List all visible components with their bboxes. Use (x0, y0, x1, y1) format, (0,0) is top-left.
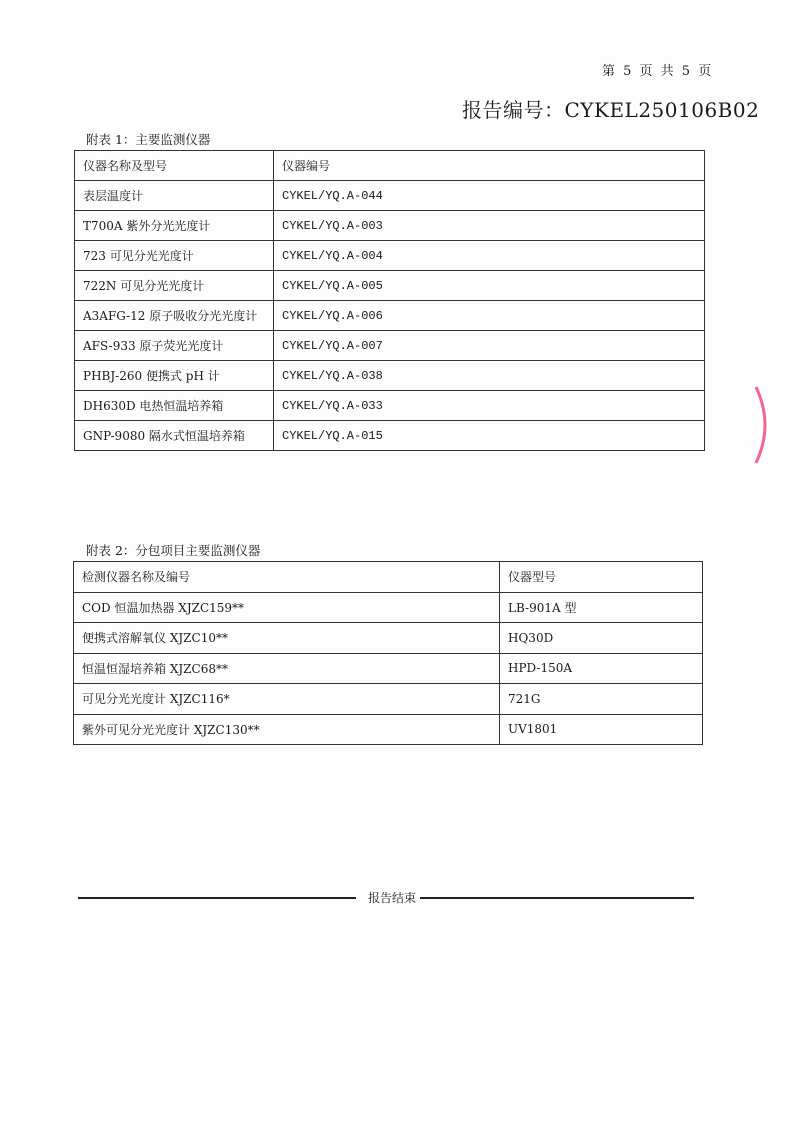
instrument-id-cell: CYKEL/YQ.A-006 (274, 301, 705, 331)
end-divider-left (78, 897, 356, 899)
table-row (74, 592, 703, 623)
table-row (75, 181, 705, 211)
instrument-id-cell: CYKEL/YQ.A-007 (274, 331, 705, 361)
table-row (74, 653, 703, 684)
table-row (74, 623, 703, 654)
page-indicator: 第 5 页 共 5 页 (602, 64, 714, 79)
instrument-model-cell: UV1801 (500, 714, 703, 745)
instrument-model-cell: LB-901A 型 (500, 592, 703, 623)
seal-stamp-edge (752, 385, 776, 465)
instrument-id-cell: CYKEL/YQ.A-003 (274, 211, 705, 241)
instrument-name-cell: 723 可见分光光度计 (75, 241, 274, 271)
instrument-name-cell: 表层温度计 (75, 181, 274, 211)
table2-caption: 附表 2：分包项目主要监测仪器 (86, 543, 261, 558)
table-header-row (75, 151, 705, 181)
instrument-name-cell: AFS-933 原子荧光光度计 (75, 331, 274, 361)
end-divider-right (420, 897, 694, 899)
table-row (75, 241, 705, 271)
table-row (75, 301, 705, 331)
table-row (74, 714, 703, 745)
table-row (75, 271, 705, 301)
instrument-name-cell: A3AFG-12 原子吸收分光光度计 (75, 301, 274, 331)
instrument-name-cell: PHBJ-260 便携式 pH 计 (75, 361, 274, 391)
table-row (75, 331, 705, 361)
instrument-name-cell: 恒温恒湿培养箱 XJZC68** (74, 653, 500, 684)
instrument-name-cell: GNP-9080 隔水式恒温培养箱 (75, 421, 274, 451)
instrument-id-cell: CYKEL/YQ.A-038 (274, 361, 705, 391)
instrument-id-cell: CYKEL/YQ.A-015 (274, 421, 705, 451)
column-header: 检测仪器名称及编号 (74, 562, 500, 593)
table-row (75, 361, 705, 391)
instrument-name-cell: 紫外可见分光光度计 XJZC130** (74, 714, 500, 745)
column-header: 仪器编号 (274, 151, 705, 181)
subcontract-instruments-table (73, 561, 703, 745)
instrument-name-cell: T700A 紫外分光光度计 (75, 211, 274, 241)
column-header: 仪器名称及型号 (75, 151, 274, 181)
column-header: 仪器型号 (500, 562, 703, 593)
instrument-id-cell: CYKEL/YQ.A-044 (274, 181, 705, 211)
instrument-id-cell: CYKEL/YQ.A-033 (274, 391, 705, 421)
instrument-id-cell: CYKEL/YQ.A-004 (274, 241, 705, 271)
report-number: 报告编号：CYKEL250106B02 (462, 98, 760, 122)
instrument-model-cell: HPD-150A (500, 653, 703, 684)
instrument-model-cell: 721G (500, 684, 703, 715)
instrument-name-cell: DH630D 电热恒温培养箱 (75, 391, 274, 421)
table1-caption: 附表 1：主要监测仪器 (86, 132, 211, 147)
instrument-name-cell: 便携式溶解氧仪 XJZC10** (74, 623, 500, 654)
report-end-text: 报告结束 (368, 891, 417, 905)
instrument-name-cell: 可见分光光度计 XJZC116* (74, 684, 500, 715)
instrument-name-cell: COD 恒温加热器 XJZC159** (74, 592, 500, 623)
instrument-name-cell: 722N 可见分光光度计 (75, 271, 274, 301)
table-header-row (74, 562, 703, 593)
instrument-model-cell: HQ30D (500, 623, 703, 654)
main-instruments-table (74, 150, 705, 451)
instrument-id-cell: CYKEL/YQ.A-005 (274, 271, 705, 301)
table-row (75, 391, 705, 421)
table-row (74, 684, 703, 715)
table-row (75, 211, 705, 241)
table-row (75, 421, 705, 451)
